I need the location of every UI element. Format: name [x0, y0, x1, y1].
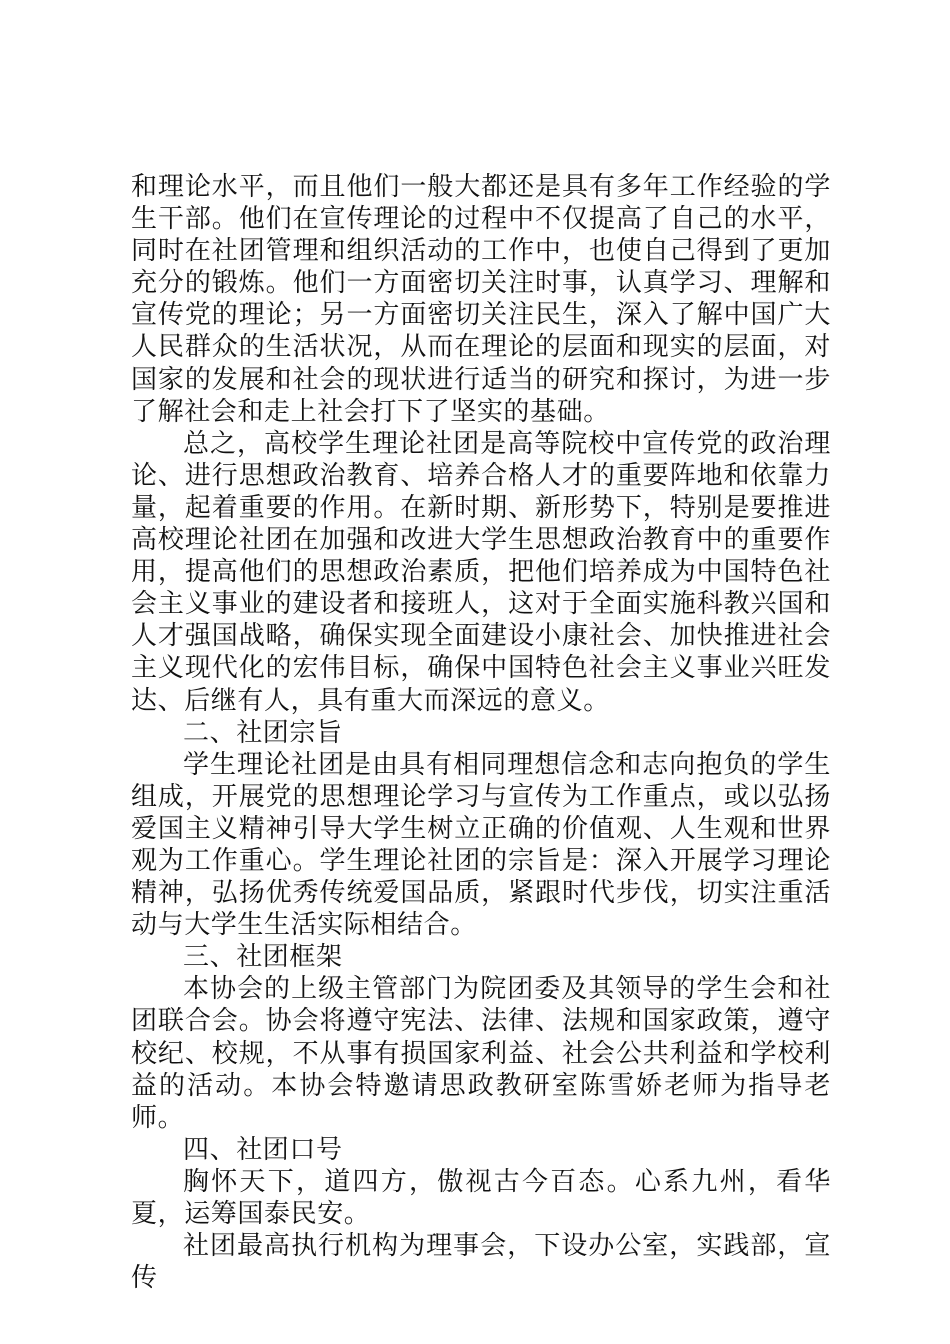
paragraph-intro-continuation: 和理论水平，而且他们一般大都还是具有多年工作经验的学生干部。他们在宣传理论的过程中不仅提高了自己的水平，同时在社团管理和组织活动的工作中，也使自己得到了更加充分的锻炼。他们一方面密切关注时事，认真学习、理解和宣传党的理论；另一方面密切关注民生，深入了解中国广大人民群众的生活状况，从而在理论的层面和现实的层面，对国家的发展和社会的现状进行适当的研究和探讨，为进一步了解社会和走上社会打下了坚实的基础。 — [131, 172, 831, 427]
section-heading-slogan: 四、社团口号 — [183, 1134, 343, 1165]
section-heading-purpose: 二、社团宗旨 — [183, 717, 343, 748]
paragraph-purpose: 学生理论社团是由具有相同理想信念和志向抱负的学生组成，开展党的思想理论学习与宣传为工作重点，或以弘扬爱国主义精神引导大学生树立正确的价值观、人生观和世界观为工作重心。学生理论社团的宗旨是：深入开展学习理论精神，弘扬优秀传统爱国品质，紧跟时代步伐，切实注重活动与大学生生活实际相结合。 — [131, 749, 831, 941]
paragraph-summary: 总之，高校学生理论社团是高等院校中宣传党的政治理论、进行思想政治教育、培养合格人才的重要阵地和依靠力量，起着重要的作用。在新时期、新形势下，特别是要推进高校理论社团在加强和改进大学生思想政治教育中的重要作用，提高他们的思想政治素质，把他们培养成为中国特色社会主义事业的建设者和接班人，这对于全面实施科教兴国和人才强国战略，确保实现全面建设小康社会、加快推进社会主义现代化的宏伟目标，确保中国特色社会主义事业兴旺发达、后继有人，具有重大而深远的意义。 — [131, 428, 831, 716]
paragraph-framework: 本协会的上级主管部门为院团委及其领导的学生会和社团联合会。协会将遵守宪法、法律、法规和国家政策，遵守校纪、校规，不从事有损国家利益、社会公共利益和学校利益的活动。本协会特邀请思政教研室陈雪娇老师为指导老师。 — [131, 974, 831, 1133]
section-heading-framework: 三、社团框架 — [183, 942, 343, 973]
paragraph-slogan: 胸怀天下，道四方，傲视古今百态。心系九州，看华夏，运筹国泰民安。 — [131, 1166, 831, 1229]
paragraph-organization: 社团最高执行机构为理事会，下设办公室，实践部，宣传 — [131, 1231, 831, 1294]
document-body — [131, 171, 831, 1294]
